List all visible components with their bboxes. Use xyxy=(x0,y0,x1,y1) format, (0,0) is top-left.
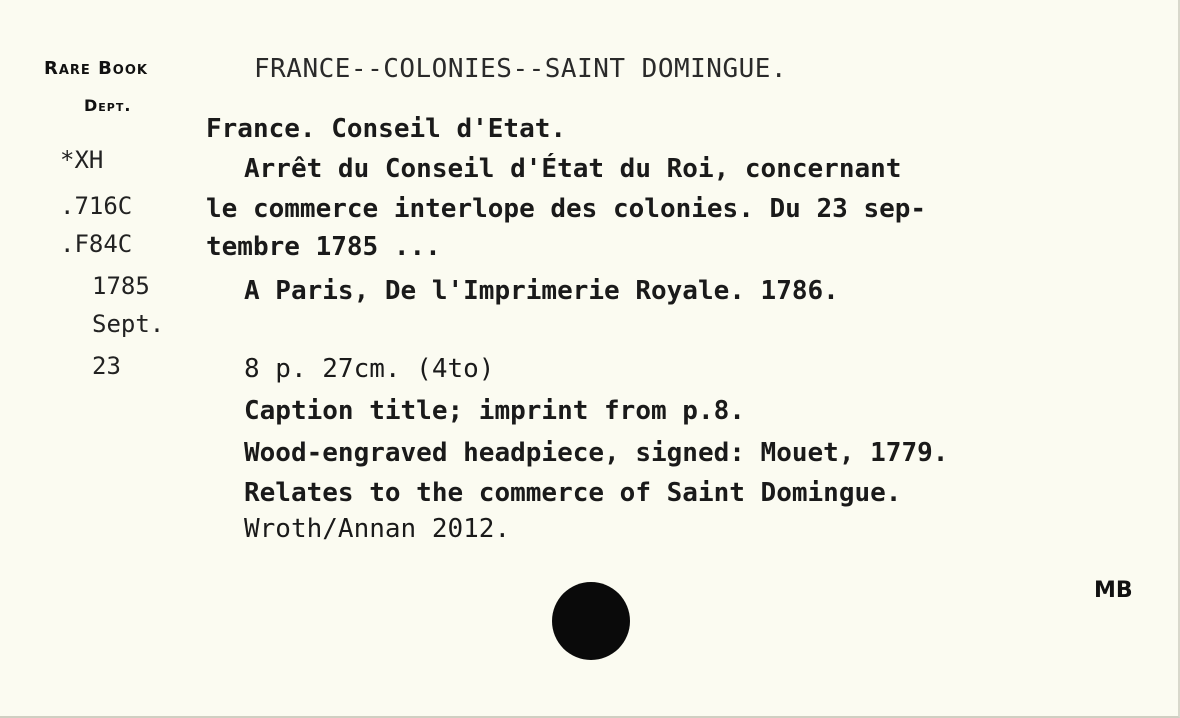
call-number-line: .716C xyxy=(60,192,133,220)
note-line: Relates to the commerce of Saint Domingue. xyxy=(244,478,902,508)
call-number-line: 23 xyxy=(92,352,121,380)
title-line: tembre 1785 ... xyxy=(206,232,441,262)
title-line: Arrêt du Conseil d'État du Roi, concernant xyxy=(244,154,902,184)
note-line: Wood-engraved headpiece, signed: Mouet, 1779. xyxy=(244,438,949,468)
dept-stamp: Dept. xyxy=(84,96,132,115)
title-line: le commerce interlope des colonies. Du 23 sep- xyxy=(206,194,927,224)
subject-heading: FRANCE--COLONIES--SAINT DOMINGUE. xyxy=(254,54,788,84)
call-number-line: *XH xyxy=(60,146,104,174)
call-number-line: 1785 xyxy=(92,272,150,300)
note-line: Wroth/Annan 2012. xyxy=(244,514,511,544)
note-line: Caption title; imprint from p.8. xyxy=(244,396,745,426)
rare-book-stamp: Rare Book xyxy=(44,58,148,79)
collation-note: 8 p. 27cm. (4to) xyxy=(244,354,495,384)
call-number-line: Sept. xyxy=(92,310,165,338)
call-number-line: .F84C xyxy=(60,230,133,258)
imprint-line: A Paris, De l'Imprimerie Royale. 1786. xyxy=(244,276,839,306)
author-heading: France. Conseil d'Etat. xyxy=(206,114,567,144)
cataloger-initials: MB xyxy=(1094,578,1133,603)
card-punch-hole xyxy=(552,582,630,660)
